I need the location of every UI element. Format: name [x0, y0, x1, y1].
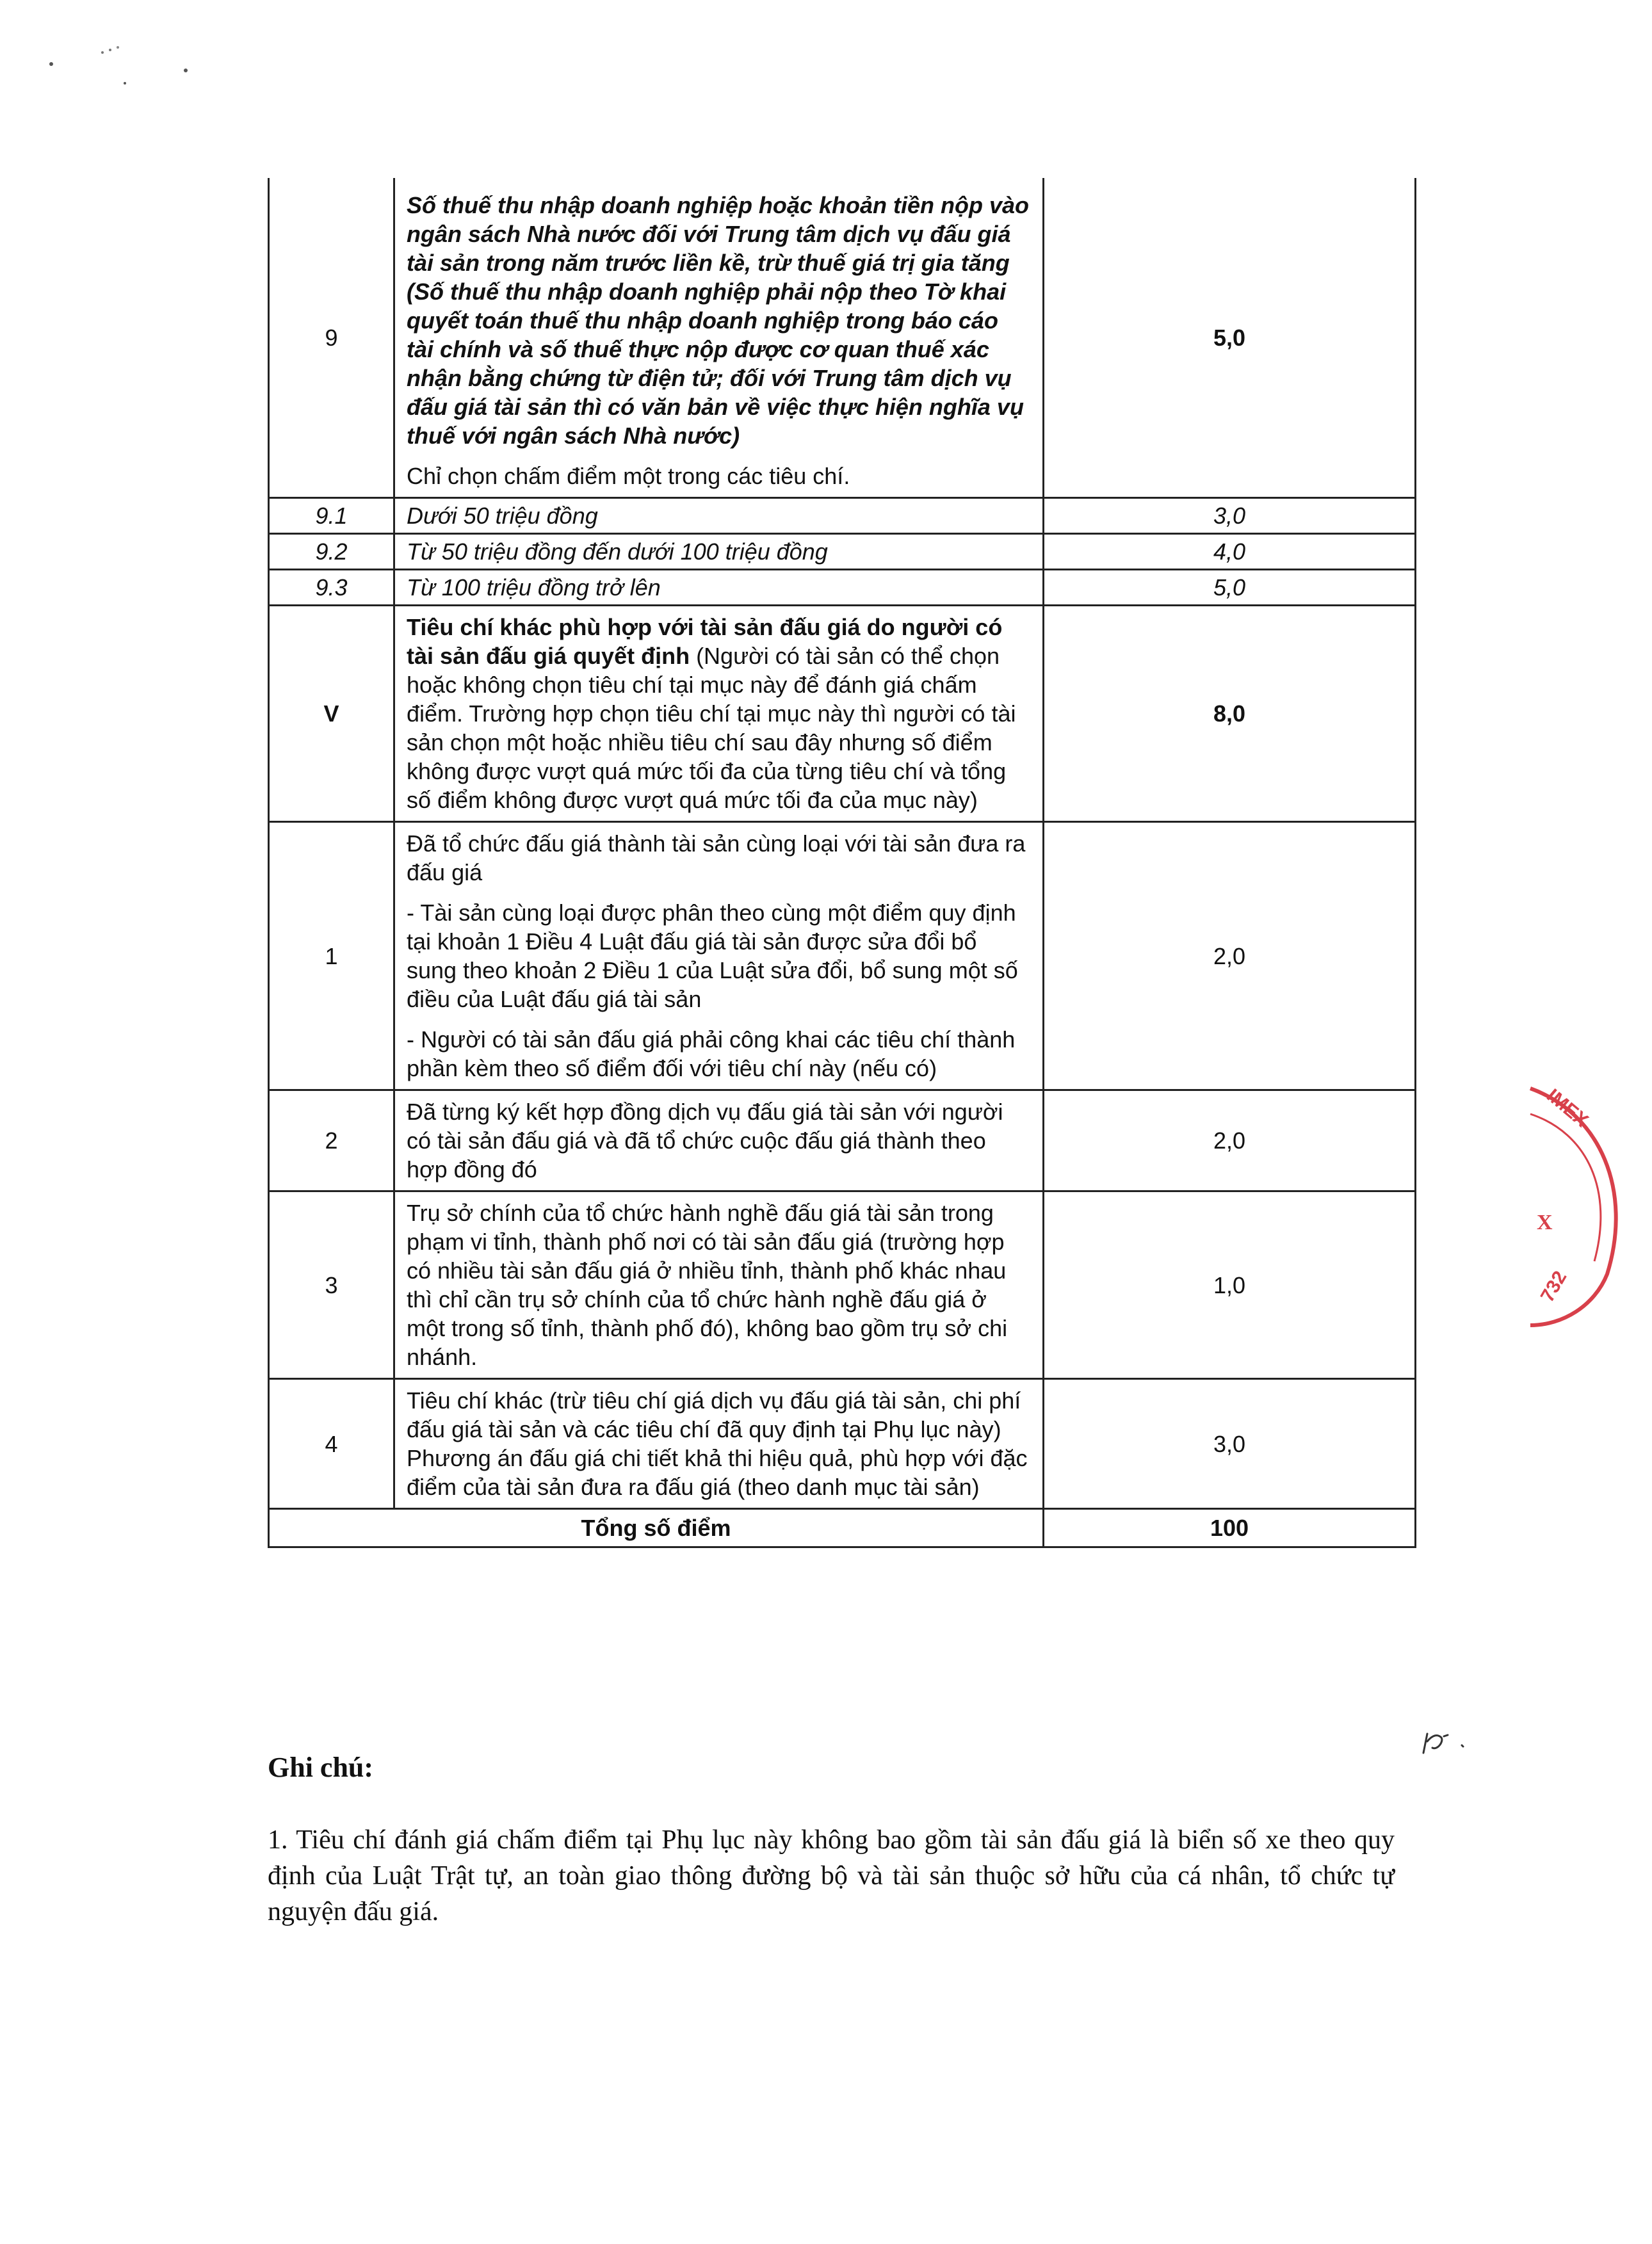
- score-cell: 4,0: [1044, 534, 1416, 570]
- score-cell: 1,0: [1044, 1191, 1416, 1379]
- table-row: [269, 822, 1416, 1090]
- row-number: 9.1: [269, 498, 394, 534]
- total-label: Tổng số điểm: [269, 1509, 1044, 1547]
- total-score: 100: [1044, 1509, 1416, 1547]
- row-number: 1: [269, 822, 394, 1090]
- criteria-cell: [394, 606, 1044, 822]
- stamp-text-bottom: 732: [1536, 1267, 1571, 1306]
- criteria-cell: Từ 50 triệu đồng đến dưới 100 triệu đồng: [394, 534, 1044, 570]
- stamp-text-mid: X: [1537, 1211, 1553, 1234]
- criteria-title: Tiêu chí khác phù hợp với tài sản đấu giá do người có tài sản đấu giá quyết định: [407, 614, 1003, 669]
- criteria-cell: Trụ sở chính của tổ chức hành nghề đấu giá tài sản trong phạm vi tỉnh, thành phố nơi có tài sản đấu giá (trường hợp có nhiều tài sản đấu giá ở nhiều tỉnh, thành phố khác nhau thì chỉ cần trụ sở chính của tổ chức hành nghề đấu giá ở một trong số tỉnh, thành phố đó), không bao gồm trụ sở chi nhánh.: [394, 1191, 1044, 1379]
- criteria-paragraph: Tiêu chí khác (trừ tiêu chí giá dịch vụ đấu giá tài sản, chi phí đấu giá tài sản và các tiêu chí đã quy định tại Phụ lục này): [407, 1387, 1021, 1442]
- table-row: [269, 534, 1416, 570]
- row-number: 9.2: [269, 534, 394, 570]
- criteria-paragraph: Đã tổ chức đấu giá thành tài sản cùng loại với tài sản đưa ra đấu giá: [407, 830, 1026, 885]
- criteria-cell: Từ 100 triệu đồng trở lên: [394, 570, 1044, 606]
- table-row: [269, 1191, 1416, 1379]
- score-cell: 3,0: [1044, 498, 1416, 534]
- criteria-cell: [394, 822, 1044, 1090]
- criteria-paragraph: Phương án đấu giá chi tiết khả thi hiệu quả, phù hợp với đặc điểm của tài sản đưa ra đấu giá (theo danh mục tài sản): [407, 1445, 1028, 1500]
- total-row: [269, 1509, 1416, 1547]
- row-number: 2: [269, 1090, 394, 1191]
- table-row: [269, 570, 1416, 606]
- row-number: V: [269, 606, 394, 822]
- row-number: 9.3: [269, 570, 394, 606]
- initials-signature: [1418, 1722, 1470, 1761]
- score-cell: 5,0: [1044, 570, 1416, 606]
- criteria-cell: [394, 1379, 1044, 1509]
- table-row: [269, 178, 1416, 498]
- score-cell: 3,0: [1044, 1379, 1416, 1509]
- table-row: [269, 1379, 1416, 1509]
- criteria-cell: Đã từng ký kết hợp đồng dịch vụ đấu giá tài sản với người có tài sản đấu giá và đã tổ chức cuộc đấu giá thành theo hợp đồng đó: [394, 1090, 1044, 1191]
- notes-title: Ghi chú:: [268, 1752, 374, 1783]
- criteria-title: Số thuế thu nhập doanh nghiệp hoặc khoản tiền nộp vào ngân sách Nhà nước đối với Trung tâm dịch vụ đấu giá tài sản trong năm trước liền kề, trừ thuế giá trị gia tăng (Số thuế thu nhập doanh nghiệp phải nộp theo Tờ khai quyết toán thuế thu nhập doanh nghiệp trong báo cáo tài chính và số thuế thực nộp được cơ quan thuế xác nhận bằng chứng từ điện tử; đối với Trung tâm dịch vụ đấu giá tài sản thì có văn bản về việc thực hiện nghĩa vụ thuế với ngân sách Nhà nước): [407, 192, 1029, 449]
- row-number: 3: [269, 1191, 394, 1379]
- criteria-table: [268, 178, 1416, 1548]
- criteria-paragraph: - Người có tài sản đấu giá phải công khai các tiêu chí thành phần kèm theo số điểm đối với tiêu chí này (nếu có): [407, 1026, 1016, 1081]
- row-number: 4: [269, 1379, 394, 1509]
- score-cell: 5,0: [1044, 178, 1416, 498]
- row-number: 9: [269, 178, 394, 498]
- criteria-cell: Dưới 50 triệu đồng: [394, 498, 1044, 534]
- scan-specks: [38, 38, 205, 96]
- criteria-note: Chỉ chọn chấm điểm một trong các tiêu chí.: [407, 463, 850, 489]
- table-row: [269, 1090, 1416, 1191]
- table-row: [269, 498, 1416, 534]
- criteria-text: (Người có tài sản có thể chọn hoặc không chọn tiêu chí tại mục này để đánh giá chấm điểm. Trường hợp chọn tiêu chí tại mục này thì người có tài sản chọn một hoặc nhiều tiêu chí sau đây nhưng số điểm không được vượt quá mức tối đa của từng tiêu chí và tổng số điểm không được vượt quá mức tối đa của mục này): [407, 643, 1016, 813]
- score-cell: 2,0: [1044, 822, 1416, 1090]
- notes-text: 1. Tiêu chí đánh giá chấm điểm tại Phụ lục này không bao gồm tài sản đấu giá là biển số xe theo quy định của Luật Trật tự, an toàn giao thông đường bộ và tài sản thuộc sở hữu của cá nhân, tổ chức tự nguyện đấu giá.: [268, 1825, 1395, 1926]
- red-stamp: [1524, 1063, 1652, 1332]
- criteria-cell: [394, 178, 1044, 498]
- notes-section: [268, 1751, 1395, 1930]
- criteria-paragraph: - Tài sản cùng loại được phân theo cùng một điểm quy định tại khoản 1 Điều 4 Luật đấu giá tài sản được sửa đổi bổ sung theo khoản 2 Điều 1 của Luật sửa đổi, bổ sung một số điều của Luật đấu giá tài sản: [407, 900, 1018, 1012]
- score-cell: 2,0: [1044, 1090, 1416, 1191]
- table-row: [269, 606, 1416, 822]
- criteria-table-container: [268, 178, 1414, 1548]
- stamp-text-top: IMEX: [1543, 1085, 1592, 1132]
- score-cell: 8,0: [1044, 606, 1416, 822]
